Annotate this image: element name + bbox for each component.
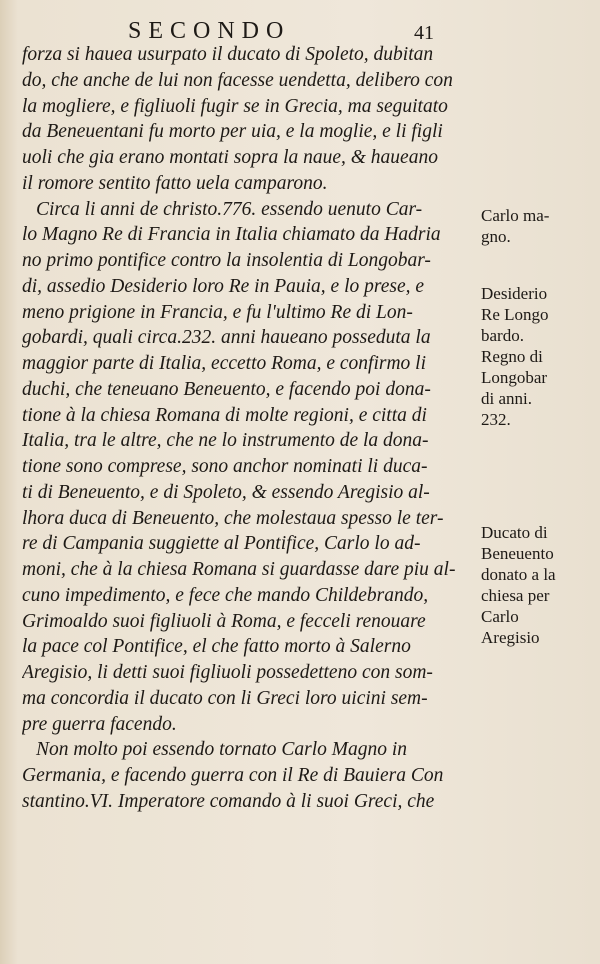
marginal-note-line: Re Longo — [481, 305, 549, 324]
text-line: la mogliere, e figliuoli fugir se in Grecia, ma seguitato — [22, 95, 448, 117]
marginal-note-line: bardo. — [481, 326, 524, 345]
text-line: Non molto poi essendo tornato Carlo Magno in — [36, 739, 408, 761]
text-line: lhora duca di Beneuento, che molestaua spesso le ter- — [22, 507, 444, 529]
marginal-note-line: Carlo ma- — [481, 206, 550, 225]
text-line: no primo pontifice contro la insolentia di Longobar- — [22, 250, 431, 271]
marginal-note-line: Carlo — [481, 607, 519, 626]
page-number: 41 — [414, 22, 434, 44]
text-line: uoli che gia erano montati sopra la naue, & haueano — [22, 147, 438, 168]
text-line: Circa li anni de christo.776. essendo uenuto Car- — [36, 198, 423, 220]
text-line: di, assedio Desiderio loro Re in Pauia, e lo prese, e — [22, 275, 425, 297]
marginal-note-line: Aregisio — [481, 628, 540, 647]
text-line: stantino.VI. Imperatore comando à li suoi Greci, che — [22, 790, 435, 812]
marginal-note-line: donato a la — [481, 565, 556, 584]
running-head: SECONDO — [128, 18, 291, 44]
text-line: do, che anche de lui non facesse uendetta, delibero con — [22, 69, 453, 91]
marginal-note-line: 232. — [481, 410, 511, 429]
text-line: Aregisio, li detti suoi figliuoli possedetteno con som- — [22, 662, 433, 683]
text-line: re di Campania suggiette al Pontifice, Carlo lo ad- — [22, 533, 421, 555]
text-line: pre guerra facendo. — [22, 713, 177, 735]
text-line: ma concordia il ducato con li Greci loro uicini sem- — [22, 687, 428, 709]
text-line: Italia, tra le altre, che ne lo instrumento de la dona- — [22, 430, 429, 452]
marginal-note-line: gno. — [481, 227, 511, 246]
marginal-note-line: Desiderio — [481, 284, 548, 303]
text-line: Grimoaldo suoi figliuoli à Roma, e fecceli renouare — [22, 610, 426, 632]
text-line: tione sono comprese, sono anchor nominati li duca- — [22, 456, 428, 477]
marginal-note-line: di anni. — [481, 389, 532, 408]
marginal-note-carlo-magno — [481, 205, 599, 247]
marginal-note-line: Regno di — [481, 347, 543, 366]
text-line: da Beneuentani fu morto per uia, e la moglie, e li figli — [22, 121, 443, 143]
text-line: ti di Beneuento, e di Spoleto, & essendo Aregisio al- — [22, 481, 430, 503]
marginal-note-line: Longobar — [481, 368, 548, 387]
main-text-block — [22, 42, 484, 815]
text-line: meno prigione in Francia, e fu l'ultimo Re di Lon- — [22, 301, 413, 323]
text-line: la pace col Pontifice, el che fatto morto à Salerno — [22, 636, 411, 658]
text-line: forza si hauea usurpato il ducato di Spoleto, dubitan — [22, 44, 434, 65]
marginal-note-line: Beneuento — [481, 544, 554, 563]
text-line: il romore sentito fatto uela camparono. — [22, 172, 328, 194]
text-line: gobardi, quali circa.232. anni haueano possedutа la — [22, 327, 431, 349]
text-line: duchi, che teneuano Beneuento, e facendo poi dona- — [22, 378, 431, 400]
marginal-note-desiderio — [481, 283, 599, 430]
marginal-note-ducato — [481, 522, 599, 648]
text-line: lo Magno Re di Francia in Italia chiamato da Hadria — [22, 224, 441, 246]
text-line: maggior parte di Italia, eccetto Roma, e confirmo li — [22, 353, 427, 374]
text-line: cuno impedimento, e fece che mando Childebrando, — [22, 584, 429, 606]
text-line: moni, che à la chiesa Romana si guardasse dare piu al- — [22, 559, 456, 580]
marginal-note-line: chiesa per — [481, 586, 550, 605]
text-line: Germania, e facendo guerra con il Re di Bauiera Con — [22, 765, 444, 786]
marginal-note-line: Ducato di — [481, 523, 548, 542]
text-line: tione à la chiesa Romana di molte regioni, e citta di — [22, 404, 427, 426]
